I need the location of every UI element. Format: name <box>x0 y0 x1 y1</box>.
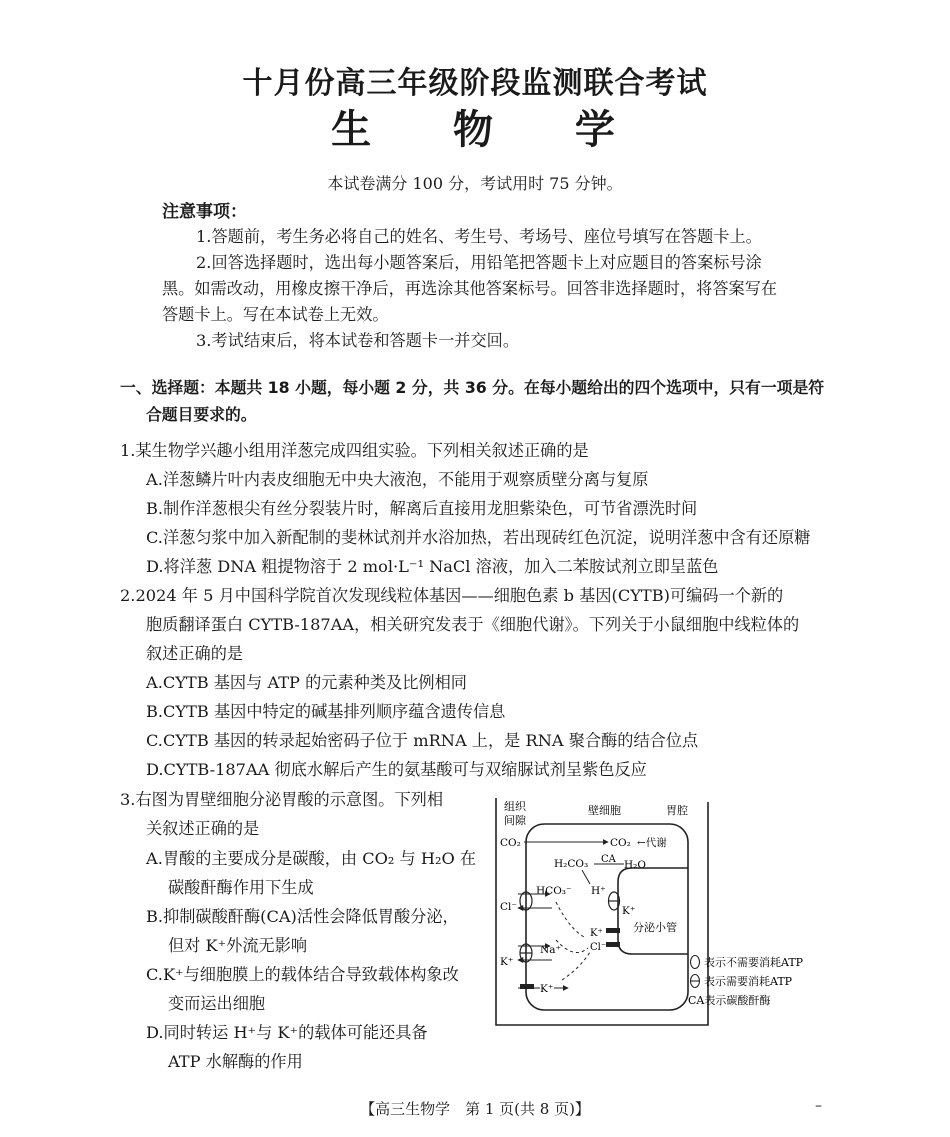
label-cl-right: Cl⁻ <box>590 942 607 953</box>
question-1-option-c: C.洋葱匀浆中加入新配制的斐林试剂并水浴加热，若出现砖红色沉淀，说明洋葱中含有还原糖 <box>146 528 811 547</box>
exam-intro: 本试卷满分 100 分，考试用时 75 分钟。 <box>327 174 623 193</box>
question-2-option-a: A.CYTB 基因与 ATP 的元素种类及比例相同 <box>146 673 467 692</box>
question-3-stem: 3.右图为胃壁细胞分泌胃酸的示意图。下列相 <box>120 790 444 809</box>
legend-atp: 表示需要消耗ATP <box>704 975 793 988</box>
label-na-plus: Na⁺ <box>540 944 561 956</box>
question-2-option-b: B.CYTB 基因中特定的碱基排列顺序蕴含遗传信息 <box>146 702 506 721</box>
label-h2o: H₂O <box>624 859 646 871</box>
question-3-option-a-cont: 碳酸酐酶作用下生成 <box>168 878 314 897</box>
label-co2-mid: CO₂ <box>610 837 631 849</box>
label-h-plus: H⁺ <box>591 885 606 897</box>
question-3-option-b: B.抑制碳酸酐酶(CA)活性会降低胃酸分泌， <box>146 907 459 926</box>
note-line: 1.答题前，考生务必将自己的姓名、考生号、考场号、座位号填写在答题卡上。 <box>196 227 762 246</box>
question-1-option-b: B.制作洋葱根尖有丝分裂装片时，解离后直接用龙胆紫染色，可节省漂洗时间 <box>146 499 698 518</box>
region-lumen: 胃腔 <box>666 804 688 817</box>
question-2-stem: 2.2024 年 5 月中国科学院首次发现线粒体基因——细胞色素 b 基因(CYTB)可编码一个新的 <box>120 586 784 605</box>
section-heading: 一、选择题：本题共 18 小题，每小题 2 分，共 36 分。在每小题给出的四个选项中，只有一项是符 <box>120 378 825 397</box>
label-ca: CA <box>601 854 616 865</box>
question-2-option-c: C.CYTB 基因的转录起始密码子位于 mRNA 上，是 RNA 聚合酶的结合位点 <box>146 731 699 750</box>
legend-no-atp: 表示不需要消耗ATP <box>704 956 804 969</box>
question-2-stem: 胞质翻译蛋白 CYTB-187AA，相关研究发表于《细胞代谢》。下列关于小鼠细胞中线粒体的 <box>146 615 800 634</box>
page-footer: 【高三生物学 第 1 页(共 8 页)】 <box>360 1100 590 1118</box>
question-3-option-c-cont: 变而运出细胞 <box>168 994 266 1013</box>
region-tissue: 组织 <box>504 800 526 813</box>
note-line: 答题卡上。写在本试卷上无效。 <box>162 305 389 324</box>
region-cell: 壁细胞 <box>588 804 621 817</box>
label-k-bottom: K⁺ <box>540 983 554 995</box>
section-heading-cont: 合题目要求的。 <box>146 405 257 424</box>
legend-ca: CA表示碳酸酐酶 <box>688 994 771 1007</box>
question-3-option-c: C.K⁺与细胞膜上的载体结合导致载体构象改 <box>146 965 459 984</box>
question-2-stem: 叙述正确的是 <box>146 644 244 663</box>
parietal-cell-diagram <box>490 790 835 1030</box>
question-3-option-b-cont: 但对 K⁺外流无影响 <box>168 936 308 955</box>
legend-no-atp-icon <box>691 956 700 969</box>
label-hco3: HCO₃⁻ <box>536 885 572 897</box>
question-3-option-d: D.同时转运 H⁺与 K⁺的载体可能还具备 <box>146 1023 428 1042</box>
label-k-right2: K⁺ <box>590 928 603 939</box>
notes-heading: 注意事项： <box>162 202 247 222</box>
note-line: 2.回答选择题时，选出每小题答案后，用铅笔把答题卡上对应题目的答案标号涂 <box>196 253 762 272</box>
exam-title: 十月份高三年级阶段监测联合考试 <box>242 66 708 101</box>
question-3-option-d-cont: ATP 水解酶的作用 <box>168 1052 303 1071</box>
note-line: 黑。如需改动，用橡皮擦干净后，再选涂其他答案标号。回答非选择题时，将答案写在 <box>162 279 778 298</box>
question-1-option-a: A.洋葱鳞片叶内表皮细胞无中央大液泡，不能用于观察质壁分离与复原 <box>146 470 649 489</box>
label-k-left: K⁺ <box>500 956 514 968</box>
label-co2-left: CO₂ <box>500 837 521 849</box>
footer-dash: – <box>815 1098 822 1114</box>
label-metabolism: ←代谢 <box>637 837 667 849</box>
label-cl-left: Cl⁻ <box>500 901 517 913</box>
outer-frame <box>496 798 708 1025</box>
question-3-stem: 关叙述正确的是 <box>146 819 260 838</box>
region-tissue-2: 间隙 <box>504 814 526 827</box>
note-line: 3.考试结束后，将本试卷和答题卡一并交回。 <box>196 331 520 350</box>
label-k-right: K⁺ <box>622 905 636 917</box>
question-1-stem: 1.某生物学兴趣小组用洋葱完成四组实验。下列相关叙述正确的是 <box>120 441 589 460</box>
label-h2co3: H₂CO₃ <box>554 858 589 870</box>
label-canaliculus: 分泌小管 <box>633 921 677 934</box>
question-1-option-d: D.将洋葱 DNA 粗提物溶于 2 mol·L⁻¹ NaCl 溶液，加入二苯胺试剂立即呈蓝色 <box>146 557 719 576</box>
question-3-option-a: A.胃酸的主要成分是碳酸，由 CO₂ 与 H₂O 在 <box>146 849 477 868</box>
subject-title: 生 物 学 <box>331 106 649 153</box>
question-2-option-d: D.CYTB-187AA 彻底水解后产生的氨基酸可与双缩脲试剂呈紫色反应 <box>146 760 647 779</box>
